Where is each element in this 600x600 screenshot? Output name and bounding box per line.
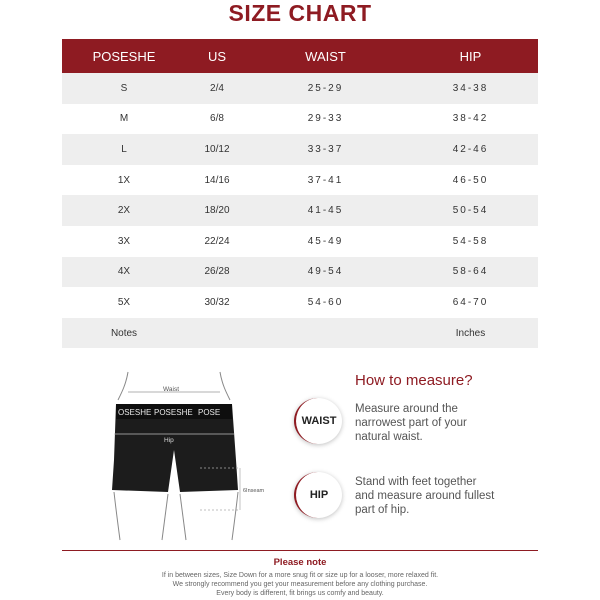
inseam-label: 6Inseam (243, 488, 265, 494)
hip-description: Stand with feet together and measure around fullest part of hip. (355, 476, 495, 516)
waist-cell: 33-37 (307, 143, 344, 155)
divider (62, 550, 538, 551)
table-row (62, 134, 538, 165)
table-row (62, 73, 538, 104)
size-cell: 4X (117, 266, 131, 278)
size-cell: 3X (117, 235, 131, 247)
us-cell: 10/12 (204, 143, 230, 155)
band-text-center: POSESHE (154, 408, 193, 417)
table-header (62, 39, 538, 73)
us-cell: 14/16 (204, 174, 230, 186)
us-cell: 30/32 (204, 296, 230, 308)
table-row (62, 226, 538, 257)
shorts-illustration (100, 370, 265, 545)
waist-cell: 41-45 (307, 205, 344, 217)
hip-cell: 42-46 (452, 143, 489, 155)
size-cell: 2X (117, 205, 131, 217)
waist-cell: 29-33 (307, 113, 344, 125)
waist-description: Measure around the narrowest part of your natural waist. (355, 403, 467, 443)
hip-cell: 34-38 (452, 82, 489, 94)
note-line-1: If in between sizes, Size Down for a more snug fit or size up for a looser, more relaxed fit. (161, 572, 439, 579)
header-us: US (207, 48, 227, 64)
us-cell: 2/4 (210, 82, 224, 94)
table-footer-row (62, 318, 538, 349)
hip-cell: 54-58 (452, 235, 489, 247)
note-line-3: Every body is different, fit brings us comfy and beauty. (216, 590, 384, 597)
waist-cell: 25-29 (307, 82, 344, 94)
size-cell: M (119, 113, 129, 125)
size-cell: 5X (117, 296, 131, 308)
us-cell: 6/8 (210, 113, 224, 125)
band-text-left: OSESHE (118, 408, 152, 417)
waist-cell: 37-41 (307, 174, 344, 186)
waist-cell: 54-60 (307, 296, 344, 308)
units-label: Inches (455, 327, 486, 339)
size-cell: L (121, 143, 127, 155)
hip-cell: 58-64 (452, 266, 489, 278)
waist-circle-icon: WAIST (294, 398, 342, 444)
note-line-2: We strongly recommend you get your measurement before any clothing purchase. (172, 581, 428, 588)
measure-title: How to measure? (355, 372, 473, 389)
us-cell: 22/24 (204, 235, 230, 247)
hip-cell: 64-70 (452, 296, 489, 308)
hip-cell: 50-54 (452, 205, 489, 217)
hip-cell: 38-42 (452, 113, 489, 125)
header-hip: HIP (459, 48, 482, 64)
header-waist: WAIST (305, 48, 346, 64)
notes-label: Notes (110, 327, 138, 339)
size-table (62, 39, 538, 348)
table-row (62, 165, 538, 196)
hip-label: Hip (164, 437, 174, 444)
shorts-figure (100, 370, 265, 545)
hip-circle-icon: HIP (294, 472, 342, 518)
hip-cell: 46-50 (452, 174, 489, 186)
waist-cell: 49-54 (307, 266, 344, 278)
size-cell: 1X (117, 174, 131, 186)
us-cell: 26/28 (204, 266, 230, 278)
us-cell: 18/20 (204, 205, 230, 217)
size-cell: S (120, 82, 128, 94)
waist-label: Waist (163, 386, 180, 393)
note-title: Please note (273, 557, 327, 568)
table-row (62, 257, 538, 288)
band-text-right: POSE (198, 408, 221, 417)
header-brand: POSESHE (92, 48, 156, 64)
waist-cell: 45-49 (307, 235, 344, 247)
table-row (62, 287, 538, 318)
page-title: SIZE CHART (228, 0, 372, 26)
table-row (62, 104, 538, 135)
table-row (62, 195, 538, 226)
